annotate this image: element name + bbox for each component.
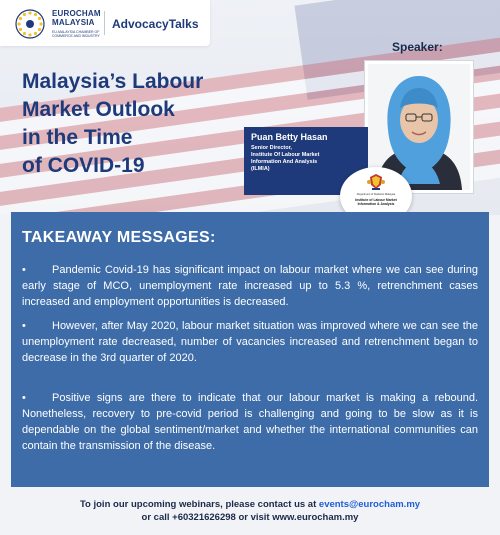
bullet-icon: • bbox=[22, 264, 26, 276]
contact-footer bbox=[0, 498, 500, 524]
takeaway-panel bbox=[11, 212, 489, 487]
page-title bbox=[22, 68, 262, 180]
ilmia-name bbox=[346, 198, 406, 206]
brand-label: AdvocacyTalks bbox=[112, 17, 199, 31]
logo-name bbox=[52, 9, 101, 27]
speaker-role-line: (ILMIA) bbox=[251, 166, 270, 172]
ilmia-name-line: Information & Analysis bbox=[357, 202, 395, 207]
bullet-icon: • bbox=[22, 320, 26, 332]
email-link[interactable]: events@eurocham.my bbox=[318, 499, 421, 510]
speaker-role-line: Institute Of Labour Market bbox=[251, 152, 320, 158]
speaker-role-line: Senior Director, bbox=[251, 145, 292, 151]
speaker-label: Speaker: bbox=[392, 40, 443, 54]
takeaway-item bbox=[22, 390, 478, 454]
takeaway-text: Positive signs are there to indicate that our labour market is making a rebound. Nonetheless, recovery to pre-covid period is challenging and going to be slow as it is dependable on the global sentiment/market and whether the international communities can contain the transmission of the disease. bbox=[22, 392, 478, 452]
ilmia-name-line: Institute of Labour Market bbox=[355, 198, 397, 202]
logo-name-line: EUROCHAM bbox=[52, 9, 101, 18]
ilmia-dept: Department of Statistics Malaysia bbox=[356, 193, 396, 196]
header-divider bbox=[104, 11, 105, 35]
header-bar bbox=[0, 0, 210, 46]
title-line: of COVID-19 bbox=[22, 154, 145, 177]
takeaway-item bbox=[22, 262, 478, 310]
speaker-role-line: Information And Analysis bbox=[251, 159, 318, 165]
footer-line-1 bbox=[0, 498, 500, 511]
takeaway-text: Pandemic Covid-19 has significant impact on labour market where we can see during early stage of MCO, unemployment rate increased up to 5.3 %, retrenchment cases increased and employment opportunities is decreased. bbox=[22, 264, 478, 308]
speaker-role bbox=[251, 145, 365, 173]
logo-name-line: MALAYSIA bbox=[52, 18, 95, 27]
coat-of-arms-icon bbox=[366, 173, 386, 191]
bullet-icon: • bbox=[22, 392, 26, 404]
takeaway-text: However, after May 2020, labour market situation was improved where we can see the unemployment rate decreased, number of vacancies increased and retrenchment began to decrease in the 3rd quarter of 2020. bbox=[22, 320, 478, 364]
eu-stars-icon bbox=[14, 8, 46, 40]
footer-line-2: or call +60321626298 or visit www.eurocham.my bbox=[141, 512, 359, 523]
takeaway-item bbox=[22, 318, 478, 366]
takeaway-heading: TAKEAWAY MESSAGES: bbox=[22, 229, 216, 246]
title-line: Market Outlook bbox=[22, 98, 175, 121]
footer-text: To join our upcoming webinars, please contact us at bbox=[79, 499, 319, 510]
speaker-name: Puan Betty Hasan bbox=[251, 132, 328, 142]
logo-subtitle: EU-MALAYSIA CHAMBER OF COMMERCE AND INDUSTRY bbox=[52, 30, 100, 38]
title-line: Malaysia’s Labour bbox=[22, 70, 204, 93]
title-line: in the Time bbox=[22, 126, 133, 149]
